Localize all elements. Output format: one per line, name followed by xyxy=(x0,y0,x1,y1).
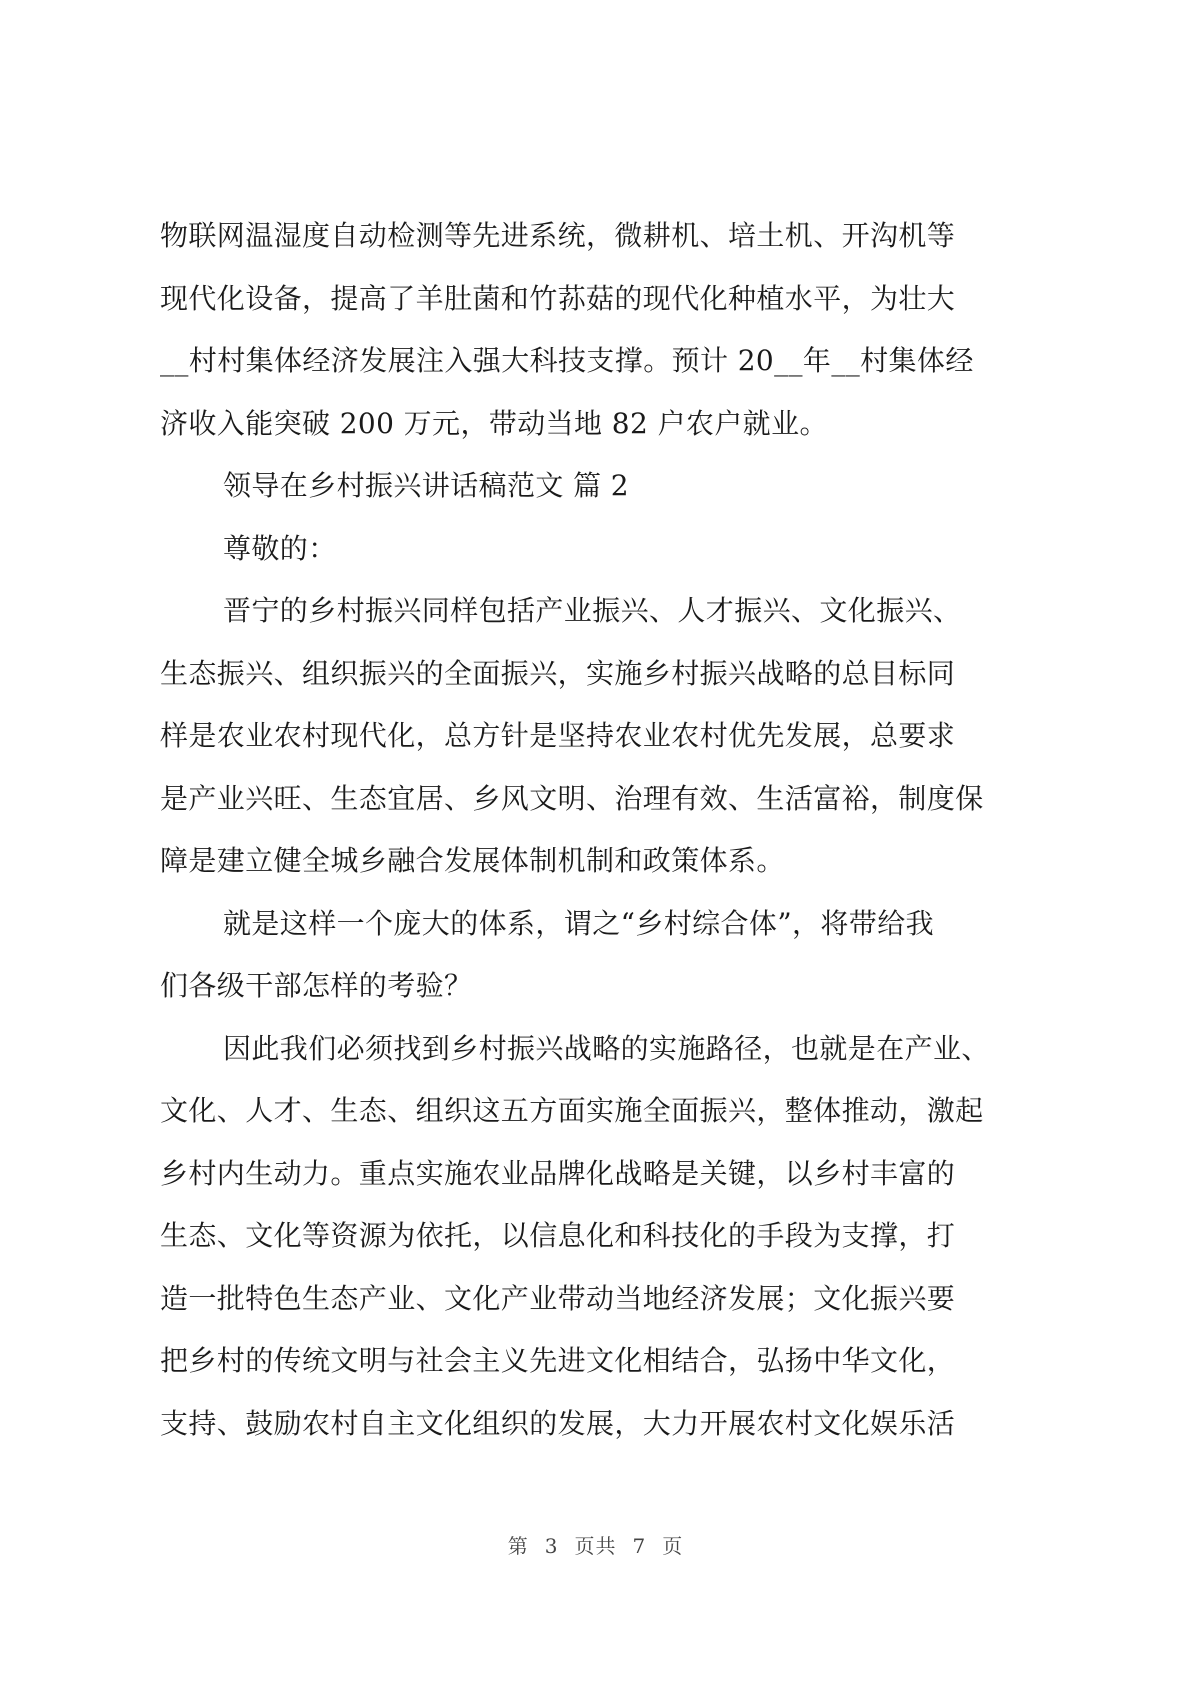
text-line: 物联网温湿度自动检测等先进系统，微耕机、培土机、开沟机等 xyxy=(160,219,956,252)
text-line: 晋宁的乡村振兴同样包括产业振兴、人才振兴、文化振兴、 xyxy=(223,594,962,627)
text-line: 因此我们必须找到乡村振兴战略的实施路径，也就是在产业、 xyxy=(223,1031,990,1065)
text-line: 们各级干部怎样的考验？ xyxy=(160,969,473,1002)
text-line: 济收入能突破 200 万元，带动当地 82 户农户就业。 xyxy=(160,406,828,440)
text-line: 是产业兴旺、生态宜居、乡风文明、治理有效、生活富裕，制度保 xyxy=(160,781,984,815)
text-line: 尊敬的： xyxy=(223,531,337,565)
text-line: 文化、人才、生态、组织这五方面实施全面振兴，整体推动，激起 xyxy=(160,1094,984,1127)
document-body xyxy=(160,205,1050,1455)
text-line: 现代化设备，提高了羊肚菌和竹荪菇的现代化种植水平，为壮大 xyxy=(160,281,956,315)
footer-prefix: 第 xyxy=(507,1534,529,1558)
page-footer xyxy=(0,1530,1191,1559)
footer-page-number: 3 xyxy=(544,1534,559,1558)
footer-suffix: 页 xyxy=(662,1534,684,1558)
text-line: 造一批特色生态产业、文化产业带动当地经济发展；文化振兴要 xyxy=(160,1281,956,1315)
text-line: 支持、鼓励农村自主文化组织的发展，大力开展农村文化娱乐活 xyxy=(160,1406,956,1440)
footer-total-pages: 7 xyxy=(632,1534,647,1558)
text-line: 乡村内生动力。重点实施农业品牌化战略是关键，以乡村丰富的 xyxy=(160,1156,956,1190)
text-line: __村村集体经济发展注入强大科技支撑。预计 20__年__村集体经 xyxy=(160,344,974,377)
text-line: 领导在乡村振兴讲话稿范文 篇 2 xyxy=(223,469,630,502)
text-line: 生态、文化等资源为依托，以信息化和科技化的手段为支撑，打 xyxy=(160,1219,956,1252)
text-line: 样是农业农村现代化，总方针是坚持农业农村优先发展，总要求 xyxy=(160,719,956,752)
text-line: 把乡村的传统文明与社会主义先进文化相结合，弘扬中华文化， xyxy=(160,1344,956,1377)
text-line: 障是建立健全城乡融合发展体制机制和政策体系。 xyxy=(160,844,785,877)
text-line: 生态振兴、组织振兴的全面振兴，实施乡村振兴战略的总目标同 xyxy=(160,656,956,690)
text-line: 就是这样一个庞大的体系，谓之“乡村综合体”，将带给我 xyxy=(223,906,935,940)
footer-middle: 页共 xyxy=(574,1534,617,1558)
